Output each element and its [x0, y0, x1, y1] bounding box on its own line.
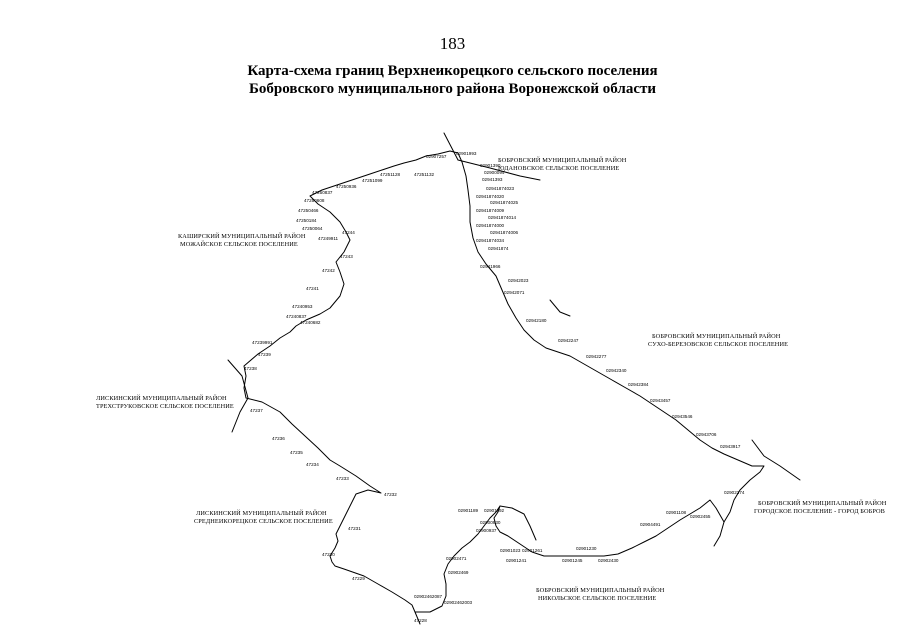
point-label: 47250936 [336, 184, 357, 189]
point-label: 47232 [384, 492, 397, 497]
point-label: 02941393 [482, 177, 503, 182]
point-label: 02941874034 [476, 238, 505, 243]
point-label: 02943457 [650, 398, 671, 403]
point-label: 02904491 [640, 522, 661, 527]
point-label: 02942384 [628, 382, 649, 387]
region-label-liski-sred-1: ЛИСКИНСКИЙ МУНИЦИПАЛЬНЫЙ РАЙОН [196, 510, 327, 517]
point-label: 47231 [348, 526, 361, 531]
point-label: 02907257 [426, 154, 447, 159]
point-label: 02941874014 [488, 215, 517, 220]
point-label: 47243 [340, 254, 353, 259]
region-label-bobrov-gorod-1: БОБРОВСКИЙ МУНИЦИПАЛЬНЫЙ РАЙОН [758, 500, 887, 507]
point-label: 02901192 [484, 508, 505, 513]
point-label: 47238 [244, 366, 257, 371]
point-label: 02901230 [576, 546, 597, 551]
point-label: 47240837 [286, 314, 307, 319]
point-label: 47244 [342, 230, 355, 235]
region-label-liski-trekh-1: ЛИСКИНСКИЙ МУНИЦИПАЛЬНЫЙ РАЙОН [96, 395, 227, 402]
point-label: 47230 [322, 552, 335, 557]
point-label: 47249911 [318, 236, 339, 241]
point-label: 02942180 [526, 318, 547, 323]
point-label: 47240953 [292, 304, 313, 309]
point-label: 47250466 [298, 208, 319, 213]
district-line-east-2 [714, 522, 724, 546]
point-label: 02941874009 [476, 208, 505, 213]
point-label: 02942247 [558, 338, 579, 343]
region-label-bobrov-nikol-2: НИКОЛЬСКОЕ СЕЛЬСКОЕ ПОСЕЛЕНИЕ [538, 595, 657, 602]
region-label-bobrov-sukho-1: БОБРОВСКИЙ МУНИЦИПАЛЬНЫЙ РАЙОН [652, 333, 781, 340]
point-label: 02902374 [724, 490, 745, 495]
page-number: 183 [439, 34, 466, 53]
point-label: 02941874 [488, 246, 509, 251]
district-line-north-2 [550, 300, 570, 316]
point-label: 47235 [290, 450, 303, 455]
point-label: 47228 [414, 618, 427, 623]
region-label-liski-trekh-2: ТРЕХСТРУКОВСКОЕ СЕЛЬСКОЕ ПОСЕЛЕНИЕ [96, 403, 234, 410]
point-label: 47251099 [362, 178, 383, 183]
point-label: 47239991 [252, 340, 273, 345]
region-label-kashira-1: КАШИРСКИЙ МУНИЦИПАЛЬНЫЙ РАЙОН [178, 233, 306, 240]
point-label: 02942277 [586, 354, 607, 359]
region-label-bobrov-nikol-1: БОБРОВСКИЙ МУНИЦИПАЛЬНЫЙ РАЙОН [536, 587, 665, 594]
point-label: 47250064 [302, 226, 323, 231]
point-label: 47239 [258, 352, 271, 357]
point-label: 02902462087 [414, 594, 443, 599]
point-label: 02941874006 [490, 230, 519, 235]
point-label: 47250837 [312, 190, 333, 195]
point-label: 47236 [272, 436, 285, 441]
region-label-kashira-2: МОЖАЙСКОЕ СЕЛЬСКОЕ ПОСЕЛЕНИЕ [180, 241, 298, 248]
region-label-bobrov-sukho-2: СУХО-БЕРЕЗОВСКОЕ СЕЛЬСКОЕ ПОСЕЛЕНИЕ [648, 341, 789, 348]
point-label: 02941874025 [490, 200, 519, 205]
point-label: 02900937 [476, 528, 497, 533]
point-label: 02900930 [480, 520, 501, 525]
point-label: 02902430 [598, 558, 619, 563]
point-label: 47251132 [414, 172, 435, 177]
settlement-boundary [244, 151, 764, 612]
point-label: 02901023 [500, 548, 521, 553]
point-label: 02943917 [720, 444, 741, 449]
region-label-bobrov-yudanovka-2: ЮДАНОВСКОЕ СЕЛЬСКОЕ ПОСЕЛЕНИЕ [498, 165, 620, 172]
point-label: 02941874020 [476, 194, 505, 199]
region-label-liski-sred-2: СРЕДНЕИКОРЕЦКОЕ СЕЛЬСКОЕ ПОСЕЛЕНИЕ [194, 518, 333, 525]
point-label: 02902455 [690, 514, 711, 519]
point-label: 02901390 [480, 163, 501, 168]
point-label: 02941966 [480, 264, 501, 269]
region-label-bobrov-gorod-2: ГОРОДСКОЕ ПОСЕЛЕНИЕ - ГОРОД БОБРОВ [754, 508, 885, 515]
point-label: 47234 [306, 462, 319, 467]
point-label: 47251128 [380, 172, 401, 177]
point-label: 02900094 [484, 170, 505, 175]
point-label: 47229 [352, 576, 365, 581]
point-label: 02901261 [522, 548, 543, 553]
point-label: 02901245 [562, 558, 583, 563]
point-label: 02901108 [666, 510, 687, 515]
point-label: 02941874000 [476, 223, 505, 228]
region-label-bobrov-yudanovka-1: БОБРОВСКИЙ МУНИЦИПАЛЬНЫЙ РАЙОН [498, 157, 627, 164]
point-label: 02902462003 [444, 600, 473, 605]
point-label: 02941874023 [486, 186, 515, 191]
point-label: 02902469 [448, 570, 469, 575]
point-label: 02901241 [506, 558, 527, 563]
point-label: 02901993 [456, 151, 477, 156]
point-label: 02943546 [672, 414, 693, 419]
map-title-line-1: Карта-схема границ Верхнеикорецкого сельского поселения [247, 63, 658, 79]
point-label: 02942340 [606, 368, 627, 373]
point-label: 47240682 [300, 320, 321, 325]
map-title-line-2: Бобровского муниципального района Воронежской области [248, 81, 657, 97]
point-label: 02942071 [504, 290, 525, 295]
district-line-east [752, 440, 800, 480]
point-label: 02942023 [508, 278, 529, 283]
point-label: 47233 [336, 476, 349, 481]
point-label: 02943706 [696, 432, 717, 437]
point-label: 02901189 [458, 508, 479, 513]
point-label: 47242 [322, 268, 335, 273]
point-label: 47241 [306, 286, 319, 291]
point-label: 47250608 [304, 198, 325, 203]
point-label: 47250184 [296, 218, 317, 223]
point-label: 47237 [250, 408, 263, 413]
point-label: 02902471 [446, 556, 467, 561]
